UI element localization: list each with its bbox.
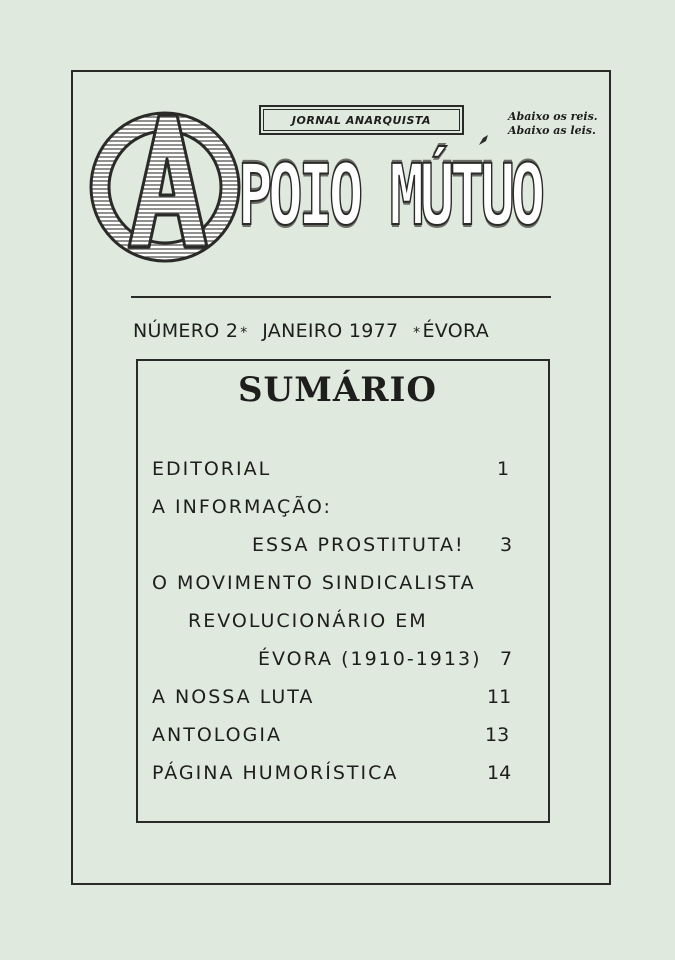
toc-row	[152, 604, 512, 642]
masthead-rule	[131, 296, 551, 298]
separator-star: *	[413, 325, 421, 341]
pen-nib-icon	[478, 133, 492, 147]
toc-row	[152, 490, 512, 528]
slogan-line-2: Abaixo as leis.	[508, 124, 596, 137]
toc-page: 13	[485, 724, 510, 746]
separator-star: *	[240, 325, 248, 341]
toc-page: 3	[500, 534, 513, 556]
toc-entry: EDITORIAL	[152, 458, 272, 480]
issue-number: NÚMERO 2	[133, 320, 239, 342]
toc-row	[152, 642, 512, 680]
contents-title: SUMÁRIO	[238, 370, 437, 410]
toc-entry: A NOSSA LUTA	[152, 686, 315, 708]
toc-row	[152, 680, 512, 718]
toc-entry: ANTOLOGIA	[152, 724, 282, 746]
toc-row	[152, 566, 512, 604]
toc-row	[152, 452, 512, 490]
table-of-contents	[152, 452, 512, 794]
issue-date: JANEIRO 1977	[262, 320, 399, 342]
issue-place: ÉVORA	[422, 320, 490, 342]
toc-entry: ESSA PROSTITUTA!	[252, 534, 465, 556]
toc-entry: A INFORMAÇÃO:	[152, 496, 332, 518]
slogan	[508, 110, 618, 138]
tagline-box	[259, 105, 464, 135]
toc-page: 14	[487, 762, 512, 784]
circled-a-logo	[85, 107, 245, 267]
toc-row	[152, 756, 512, 794]
toc-page: 7	[500, 648, 513, 670]
toc-row	[152, 718, 512, 756]
toc-entry: ÉVORA (1910-1913)	[258, 648, 482, 670]
issue-line	[133, 320, 563, 342]
toc-page: 1	[497, 458, 510, 480]
toc-entry: REVOLUCIONÁRIO EM	[188, 610, 428, 632]
masthead-title: POIO MÚTUO	[238, 146, 542, 244]
slogan-line-1: Abaixo os reis.	[508, 110, 598, 123]
toc-entry: PÁGINA HUMORÍSTICA	[152, 762, 399, 784]
toc-page: 11	[487, 686, 512, 708]
tagline-text: JORNAL ANARQUISTA	[291, 113, 432, 127]
toc-row	[152, 528, 512, 566]
toc-entry: O MOVIMENTO SINDICALISTA	[152, 572, 476, 594]
